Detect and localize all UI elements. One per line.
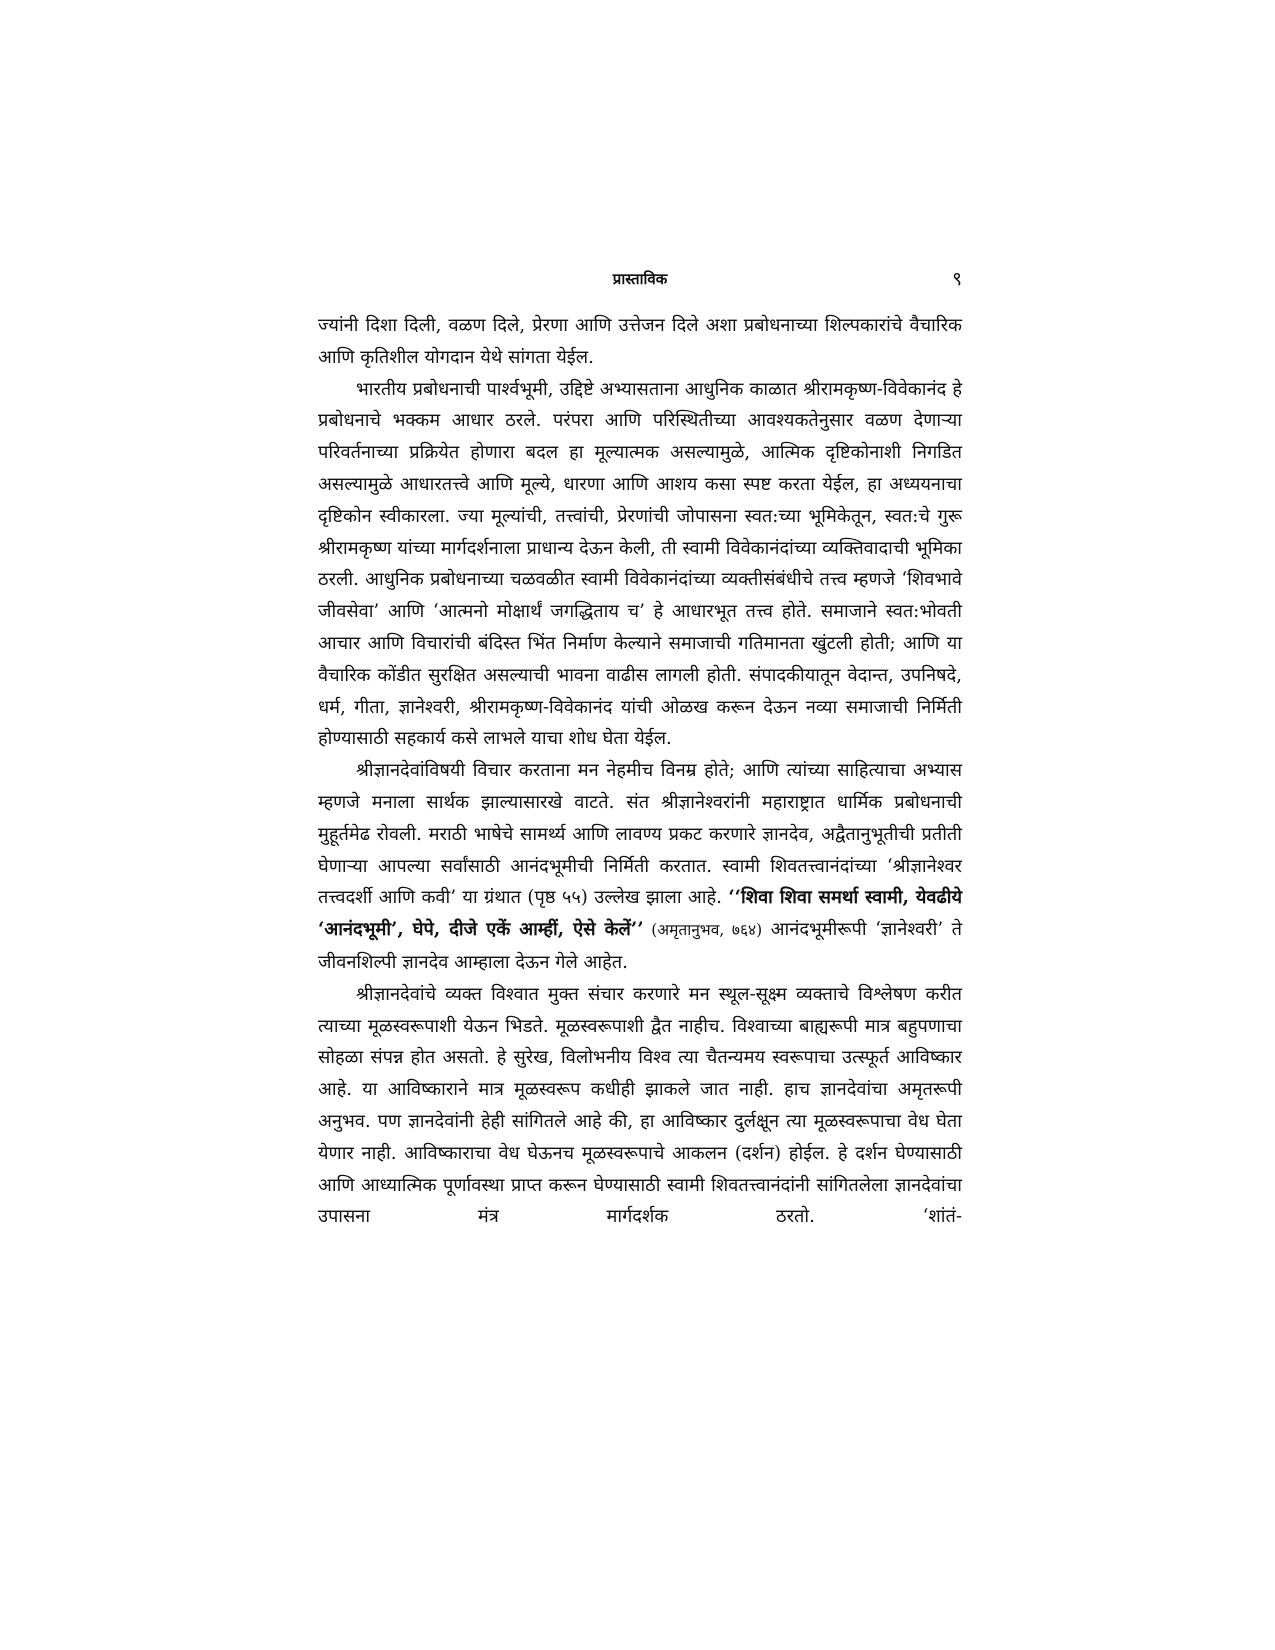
paragraph-1: ज्यांनी दिशा दिली, वळण दिले, प्रेरणा आणि उत्तेजन दिले अशा प्रबोधनाच्या शिल्पकारांचे वैचारिक आणि कृतिशील योगदान येथे सांगता येईल. [318, 315, 962, 368]
paragraph-4: श्रीज्ञानदेवांचे व्यक्त विश्वात मुक्त संचार करणारे मन स्थूल-सूक्ष्म व्यक्ताचे विश्लेषण करीत त्याच्या मूळस्वरूपाशी येऊन भिडते. मूळस्वरूपाशी द्वैत नाहीच. विश्वाच्या बाह्यरूपी मात्र बहुपणाचा सोहळा संपन्न होत असतो. हे सुरेख, विलोभनीय विश्व त्या चैतन्यमय स्वरूपाचा उत्स्फूर्त आविष्कार आहे. या आविष्काराने मात्र मूळस्वरूप कधीही झाकले जात नाही. हाच ज्ञानदेवांचा अमृतरूपी अनुभव. पण ज्ञानदेवांनी हेही सांगितले आहे की, हा आविष्कार दुर्लक्षून त्या मूळस्वरूपाचा वेध घेता येणार नाही. आविष्काराचा वेध घेऊनच मूळस्वरूपाचे आकलन (दर्शन) होईल. हे दर्शन घेण्यासाठी आणि आध्यात्मिक पूर्णावस्था प्राप्त करून घेण्यासाठी स्वामी शिवतत्त्वानंदांनी सांगितलेला ज्ञानदेवांचा उपासना मंत्र मार्गदर्शक ठरतो. ‘शांतं- [318, 983, 962, 1228]
running-header [318, 268, 962, 296]
quote-citation: (अमृतानुभव, ७६४) [643, 921, 763, 940]
quote-amrutanubhav: ‘‘शिवा शिवा समर्था स्वामी, येवढीये ‘आनंदभूमी’, घेपे, दीजे एकें आम्हीं, ऐसे केलें’’ [318, 887, 962, 941]
body-text [318, 310, 962, 1233]
chapter-title: प्रास्ताविक [612, 270, 668, 288]
paragraph-3-text-before: श्रीज्ञानदेवांविषयी विचार करताना मन नेहमीच विनम्र होते; आणि त्यांच्या साहित्याचा अभ्यास म्हणजे मनाला सार्थक झाल्यासारखे वाटते. संत श्रीज्ञानेश्वरांनी महाराष्ट्रात धार्मिक प्रबोधनाची मुहूर्तमेढ रोवली. मराठी भाषेचे सामर्थ्य आणि लावण्य प्रकट करणारे ज्ञानदेव, अद्वैतानुभूतीची प्रतीती घेणाऱ्या आपल्या सर्वांसाठी आनंदभूमीची निर्मिती करतात. स्वामी शिवतत्त्वानंदांच्या ‘श्रीज्ञानेश्वर तत्त्वदर्शी आणि कवी’ या ग्रंथात (पृष्ठ ५५) उल्लेख झाला आहे. [318, 760, 962, 909]
paragraph-3 [318, 755, 962, 979]
page-number: ९ [952, 268, 962, 290]
paragraph-2: भारतीय प्रबोधनाची पार्श्वभूमी, उद्दिष्टे अभ्यासताना आधुनिक काळात श्रीरामकृष्ण-विवेकानंद हे प्रबोधनाचे भक्कम आधार ठरले. परंपरा आणि परिस्थितीच्या आवश्यकतेनुसार वळण देणाऱ्या परिवर्तनाच्या प्रक्रियेत होणारा बदल हा मूल्यात्मक असल्यामुळे, आत्मिक दृष्टिकोनाशी निगडित असल्यामुळे आधारतत्त्वे आणि मूल्ये, धारणा आणि आशय कसा स्पष्ट करता येईल, हा अध्ययनाचा दृष्टिकोन स्वीकारला. ज्या मूल्यांची, तत्त्वांची, प्रेरणांची जोपासना स्वत:च्या भूमिकेतून, स्वत:चे गुरू श्रीरामकृष्ण यांच्या मार्गदर्शनाला प्राधान्य देऊन केली, ती स्वामी विवेकानंदांच्या व्यक्तिवादाची भूमिका ठरली. आधुनिक प्रबोधनाच्या चळवळीत स्वामी विवेकानंदांच्या व्यक्तीसंबंधीचे तत्त्व म्हणजे ‘शिवभावे जीवसेवा’ आणि ‘आत्मनो मोक्षार्थं जगद्धिताय च’ हे आधारभूत तत्त्व होते. समाजाने स्वत:भोवती आचार आणि विचारांची बंदिस्त भिंत निर्माण केल्याने समाजाची गतिमानता खुंटली होती; आणि या वैचारिक कोंडीत सुरक्षित असल्याची भावना वाढीस लागली होती. संपादकीयातून वेदान्त, उपनिषदे, धर्म, गीता, ज्ञानेश्वरी, श्रीरामकृष्ण-विवेकानंद यांची ओळख करून देऊन नव्या समाजाची निर्मिती होण्यासाठी सहकार्य कसे लाभले याचा शोध घेता येईल. [318, 378, 962, 750]
paragraph-3-text-after: आनंदभूमीरूपी ‘ज्ञानेश्वरी’ ते जीवनशिल्पी ज्ञानदेव आम्हाला देऊन गेले आहेत. [318, 919, 962, 973]
